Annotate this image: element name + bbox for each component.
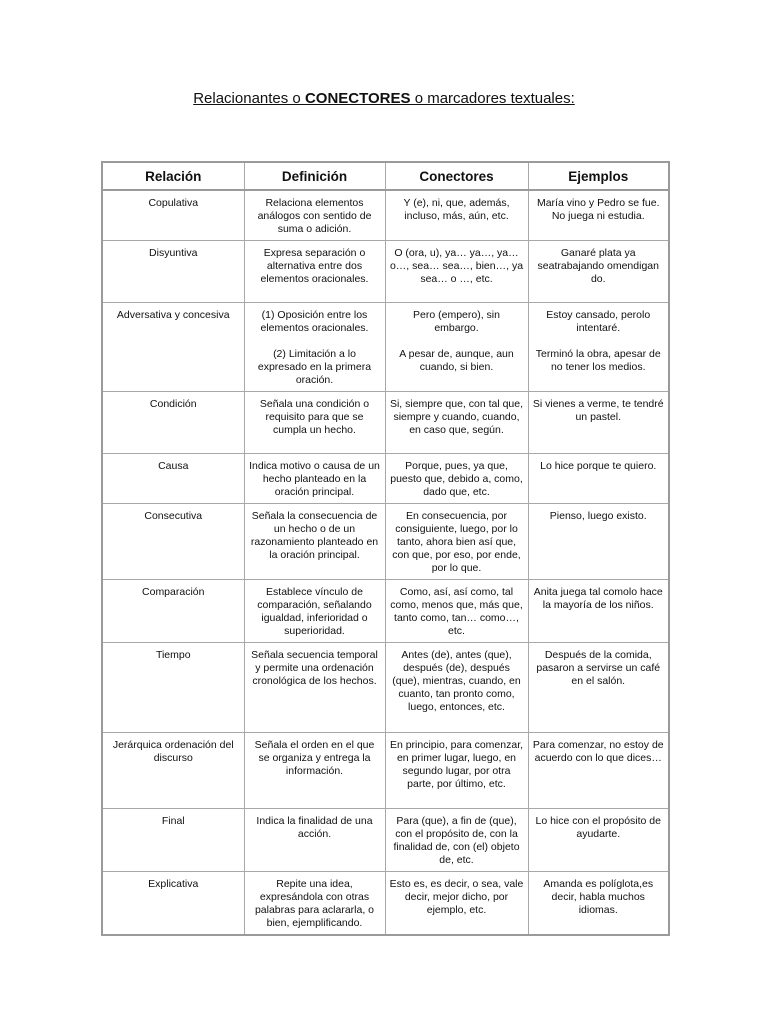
- header-relacion: Relación: [102, 162, 244, 190]
- cell-definicion: Establece vínculo de comparación, señalando igualdad, inferioridad o superioridad.: [244, 580, 385, 643]
- cell-relacion: Copulativa: [102, 190, 244, 241]
- cell-relacion: Explicativa: [102, 872, 244, 936]
- header-definicion: Definición: [244, 162, 385, 190]
- title-bold: CONECTORES: [304, 90, 411, 107]
- cell-definicion: Señala una condición o requisito para que se cumpla un hecho.: [244, 392, 385, 454]
- cell-relacion: Jerárquica ordenación del discurso: [102, 733, 244, 809]
- cell-conectores: Como, así, así como, tal como, menos que, más que, tanto como, tan… como…, etc.: [385, 580, 528, 643]
- cell-definicion: Señala secuencia temporal y permite una ordenación cronológica de los hechos.: [244, 643, 385, 733]
- table-header-row: [102, 162, 669, 190]
- cell-conectores: Si, siempre que, con tal que, siempre y cuando, cuando, en caso que, según.: [385, 392, 528, 454]
- connectors-table: [101, 161, 670, 936]
- table-row: [102, 190, 669, 241]
- cell-conectores: Para (que), a fin de (que), con el propósito de, con la finalidad de, con (el) objeto de, etc.: [385, 809, 528, 872]
- cell-ejemplos: María vino y Pedro se fue. No juega ni estudia.: [528, 190, 669, 241]
- table-row: [102, 392, 669, 454]
- cell-ejemplos: Pienso, luego existo.: [528, 504, 669, 580]
- cell-relacion: Causa: [102, 454, 244, 504]
- cell-definicion: Expresa separación o alternativa entre dos elementos oracionales.: [244, 241, 385, 303]
- conectores-part-1: Pero (empero), sin embargo.: [413, 309, 500, 334]
- cell-relacion: Final: [102, 809, 244, 872]
- cell-conectores: O (ora, u), ya… ya…, ya… o…, sea… sea…, bien…, ya sea… o …, etc.: [385, 241, 528, 303]
- conectores-part-2: A pesar de, aunque, aun cuando, si bien.: [399, 348, 514, 373]
- cell-relacion: Adversativa y concesiva: [102, 303, 244, 392]
- table-row: [102, 872, 669, 936]
- ejemplos-part-2: Terminó la obra, apesar de no tener los medios.: [535, 348, 661, 373]
- table-row: [102, 504, 669, 580]
- table-row: [102, 809, 669, 872]
- cell-conectores: [385, 303, 528, 392]
- cell-ejemplos: Si vienes a verme, te tendré un pastel.: [528, 392, 669, 454]
- definicion-part-2: (2) Limitación a lo expresado en la primera oración.: [257, 348, 372, 386]
- cell-relacion: Comparación: [102, 580, 244, 643]
- table-row: [102, 643, 669, 733]
- cell-ejemplos: Amanda es políglota,es decir, habla muchos idiomas.: [528, 872, 669, 936]
- table-row: [102, 303, 669, 392]
- table-row: [102, 454, 669, 504]
- cell-conectores: Esto es, es decir, o sea, vale decir, mejor dicho, por ejemplo, etc.: [385, 872, 528, 936]
- cell-ejemplos: Para comenzar, no estoy de acuerdo con lo que dices…: [528, 733, 669, 809]
- ejemplos-part-1: Estoy cansado, perolo intentaré.: [546, 309, 651, 334]
- cell-definicion: Indica la finalidad de una acción.: [244, 809, 385, 872]
- cell-relacion: Condición: [102, 392, 244, 454]
- cell-definicion: Repite una idea, expresándola con otras palabras para aclararla, o bien, ejemplificando.: [244, 872, 385, 936]
- cell-conectores: Y (e), ni, que, además, incluso, más, aún, etc.: [385, 190, 528, 241]
- cell-ejemplos: Lo hice porque te quiero.: [528, 454, 669, 504]
- cell-conectores: En consecuencia, por consiguiente, luego, por lo tanto, ahora bien así que, con que, por eso, por ende, por lo que.: [385, 504, 528, 580]
- cell-ejemplos: Lo hice con el propósito de ayudarte.: [528, 809, 669, 872]
- header-ejemplos: Ejemplos: [528, 162, 669, 190]
- table-row: [102, 580, 669, 643]
- cell-relacion: Disyuntiva: [102, 241, 244, 303]
- title-prefix: Relacionantes o: [193, 90, 305, 107]
- title-suffix: o marcadores textuales:: [410, 90, 575, 107]
- cell-conectores: Porque, pues, ya que, puesto que, debido a, como, dado que, etc.: [385, 454, 528, 504]
- header-conectores: Conectores: [385, 162, 528, 190]
- cell-definicion: Relaciona elementos análogos con sentido de suma o adición.: [244, 190, 385, 241]
- table-row: [102, 241, 669, 303]
- cell-conectores: En principio, para comenzar, en primer lugar, luego, en segundo lugar, por otra parte, por último, etc.: [385, 733, 528, 809]
- cell-ejemplos: Ganaré plata ya seatrabajando omendigan do.: [528, 241, 669, 303]
- cell-relacion: Tiempo: [102, 643, 244, 733]
- cell-relacion: Consecutiva: [102, 504, 244, 580]
- cell-definicion: Señala el orden en el que se organiza y entrega la información.: [244, 733, 385, 809]
- page-title: [0, 90, 768, 107]
- table-row: [102, 733, 669, 809]
- cell-definicion: Señala la consecuencia de un hecho o de un razonamiento planteado en la oración principal.: [244, 504, 385, 580]
- definicion-part-1: (1) Oposición entre los elementos oracionales.: [260, 309, 369, 334]
- cell-definicion: Indica motivo o causa de un hecho planteado en la oración principal.: [244, 454, 385, 504]
- cell-ejemplos: Después de la comida, pasaron a servirse un café en el salón.: [528, 643, 669, 733]
- cell-definicion: [244, 303, 385, 392]
- cell-ejemplos: Anita juega tal comolo hace la mayoría de los niños.: [528, 580, 669, 643]
- cell-ejemplos: [528, 303, 669, 392]
- cell-conectores: Antes (de), antes (que), después (de), después (que), mientras, cuando, en cuanto, tan pronto como, luego, entonces, etc.: [385, 643, 528, 733]
